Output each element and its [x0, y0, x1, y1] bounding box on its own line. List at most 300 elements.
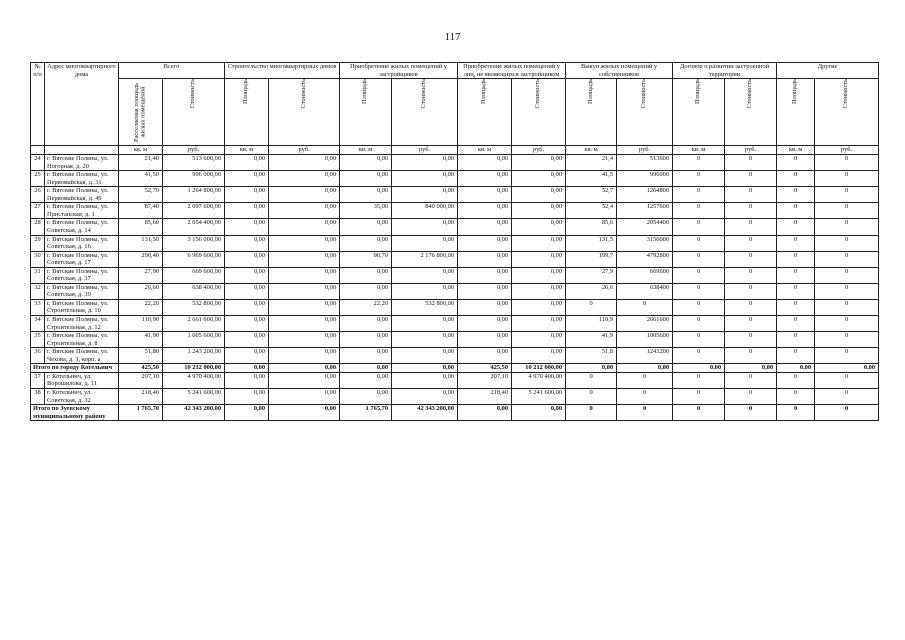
value-cell: 0 — [725, 171, 777, 187]
value-cell: 0,00 — [269, 316, 340, 332]
value-cell: 0 — [566, 388, 617, 404]
row-number: 25 — [31, 171, 45, 187]
value-cell: 0,00 — [269, 283, 340, 299]
value-cell: 669600 — [617, 267, 673, 283]
value-cell: 0 — [777, 388, 815, 404]
value-cell: 0,00 — [340, 219, 392, 235]
value-cell: 0,00 — [512, 187, 566, 203]
value-cell: 996 000,00 — [163, 171, 225, 187]
value-cell: 0,00 — [392, 388, 458, 404]
unit-label: кв. м — [566, 146, 617, 155]
value-cell: 0 — [815, 405, 879, 421]
value-cell: 218,40 — [119, 388, 163, 404]
value-cell: 5 241 600,00 — [512, 388, 566, 404]
total-label: Итого по городу Котельнич — [31, 364, 119, 373]
value-cell: 0 — [815, 251, 879, 267]
row-number: 34 — [31, 316, 45, 332]
value-cell: 41,50 — [119, 171, 163, 187]
value-cell: 0 — [725, 283, 777, 299]
address-cell: г. Котельнич, ул. Советская, д. 32 — [45, 388, 119, 404]
value-cell: 0,00 — [725, 364, 777, 373]
value-cell: 0,00 — [225, 316, 269, 332]
value-cell: 840 000,00 — [392, 203, 458, 219]
value-cell: 513 600,00 — [163, 155, 225, 171]
value-cell: 0 — [617, 372, 673, 388]
table-row — [31, 187, 879, 203]
row-number: 29 — [31, 235, 45, 251]
value-cell: 0 — [777, 316, 815, 332]
address-cell: г. Вятские Поляны, ул. Пристанская, д. 1 — [45, 203, 119, 219]
value-cell: 996000 — [617, 171, 673, 187]
value-cell: 207,10 — [458, 372, 512, 388]
value-cell: 0 — [673, 372, 725, 388]
value-cell: 0,00 — [269, 267, 340, 283]
value-cell: 0,00 — [458, 251, 512, 267]
unit-label: кв. м — [340, 146, 392, 155]
value-cell: 0,00 — [392, 235, 458, 251]
value-cell: 52,7 — [566, 187, 617, 203]
value-cell: 290,40 — [119, 251, 163, 267]
total-row — [31, 364, 879, 373]
value-cell: 0,00 — [269, 364, 340, 373]
value-cell: 0,00 — [225, 299, 269, 315]
unit-label: руб. — [815, 146, 879, 155]
value-cell: 0 — [725, 203, 777, 219]
value-cell: 425,50 — [119, 364, 163, 373]
value-cell: 0,00 — [269, 405, 340, 421]
table-row — [31, 372, 879, 388]
group-header: Другие — [777, 63, 879, 79]
value-cell: 0,00 — [225, 364, 269, 373]
row-number: 36 — [31, 348, 45, 364]
sub-header: Площадь — [673, 79, 725, 146]
value-cell: 0 — [673, 155, 725, 171]
value-cell: 1005600 — [617, 332, 673, 348]
row-number: 33 — [31, 299, 45, 315]
value-cell: 0,00 — [225, 235, 269, 251]
value-cell: 532 800,00 — [392, 299, 458, 315]
value-cell: 0,00 — [269, 388, 340, 404]
value-cell: 0,00 — [392, 372, 458, 388]
value-cell: 0 — [725, 235, 777, 251]
value-cell: 0 — [566, 372, 617, 388]
value-cell: 0,00 — [512, 299, 566, 315]
value-cell: 0 — [815, 187, 879, 203]
value-cell: 0,00 — [340, 171, 392, 187]
unit-label: кв. м — [777, 146, 815, 155]
value-cell: 0 — [815, 219, 879, 235]
value-cell: 42 343 200,00 — [392, 405, 458, 421]
value-cell: 0 — [725, 332, 777, 348]
row-number: 24 — [31, 155, 45, 171]
value-cell: 42 343 200,00 — [163, 405, 225, 421]
value-cell: 52,70 — [119, 187, 163, 203]
value-cell: 0,00 — [392, 364, 458, 373]
group-header: Приобретение жилых помещений у лиц, не являющихся застройщиком — [458, 63, 566, 79]
group-header: Строительство многоквартирных домов — [225, 63, 340, 79]
value-cell: 0,00 — [340, 267, 392, 283]
value-cell: 0 — [815, 283, 879, 299]
value-cell: 1243200 — [617, 348, 673, 364]
value-cell: 207,10 — [119, 372, 163, 388]
units-spacer — [45, 146, 119, 155]
table-row — [31, 235, 879, 251]
value-cell: 41,90 — [119, 332, 163, 348]
value-cell: 0,00 — [512, 348, 566, 364]
unit-label: кв. м — [225, 146, 269, 155]
value-cell: 110,9 — [566, 316, 617, 332]
table-row — [31, 348, 879, 364]
value-cell: 0,00 — [340, 388, 392, 404]
value-cell: 2 054 400,00 — [163, 219, 225, 235]
value-cell: 218,40 — [458, 388, 512, 404]
value-cell: 0 — [777, 348, 815, 364]
value-cell: 0,00 — [512, 155, 566, 171]
value-cell: 85,6 — [566, 219, 617, 235]
value-cell: 0,00 — [269, 332, 340, 348]
value-cell: 0 — [777, 219, 815, 235]
value-cell: 0,00 — [269, 235, 340, 251]
value-cell: 110,90 — [119, 316, 163, 332]
value-cell: 0 — [725, 388, 777, 404]
value-cell: 0,00 — [225, 251, 269, 267]
address-cell: г. Вятские Поляны, ул. Ногорная, д. 20 — [45, 155, 119, 171]
row-number: 32 — [31, 283, 45, 299]
value-cell: 2661600 — [617, 316, 673, 332]
value-cell: 0,00 — [512, 405, 566, 421]
value-cell: 1 243 200,00 — [163, 348, 225, 364]
value-cell: 0,00 — [269, 155, 340, 171]
value-cell: 0 — [566, 299, 617, 315]
value-cell: 0,00 — [225, 332, 269, 348]
value-cell: 0,00 — [392, 171, 458, 187]
value-cell: 0 — [673, 405, 725, 421]
value-cell: 51,80 — [119, 348, 163, 364]
address-cell: г. Вятские Поляны, ул. Советская, д. 39 — [45, 283, 119, 299]
value-cell: 0 — [777, 267, 815, 283]
value-cell: 0 — [777, 155, 815, 171]
value-cell: 10 212 000,00 — [512, 364, 566, 373]
value-cell: 0 — [673, 219, 725, 235]
value-cell: 1264800 — [617, 187, 673, 203]
value-cell: 0 — [617, 388, 673, 404]
value-cell: 10 212 000,00 — [163, 364, 225, 373]
value-cell: 0,00 — [458, 155, 512, 171]
value-cell: 0,00 — [269, 187, 340, 203]
sub-header: Площадь — [225, 79, 269, 146]
value-cell: 131,50 — [119, 235, 163, 251]
value-cell: 0 — [815, 316, 879, 332]
value-cell: 0,00 — [269, 372, 340, 388]
row-number: 28 — [31, 219, 45, 235]
sub-header: Стоимость — [269, 79, 340, 146]
value-cell: 2054400 — [617, 219, 673, 235]
value-cell: 0,00 — [269, 203, 340, 219]
value-cell: 22,20 — [119, 299, 163, 315]
value-cell: 0,00 — [392, 348, 458, 364]
value-cell: 0 — [815, 299, 879, 315]
value-cell: 0,00 — [512, 171, 566, 187]
value-cell: 0,00 — [269, 171, 340, 187]
value-cell: 0 — [777, 235, 815, 251]
value-cell: 4792800 — [617, 251, 673, 267]
value-cell: 3156000 — [617, 235, 673, 251]
value-cell: 27,9 — [566, 267, 617, 283]
value-cell: 0,00 — [458, 332, 512, 348]
value-cell: 1 765,70 — [340, 405, 392, 421]
value-cell: 0,00 — [458, 171, 512, 187]
value-cell: 0 — [673, 251, 725, 267]
value-cell: 0 — [673, 283, 725, 299]
value-cell: 0 — [673, 299, 725, 315]
value-cell: 0 — [725, 372, 777, 388]
value-cell: 638 400,00 — [163, 283, 225, 299]
group-header: Всего — [119, 63, 225, 79]
value-cell: 2 176 800,00 — [392, 251, 458, 267]
value-cell: 0,00 — [225, 405, 269, 421]
value-cell: 0,00 — [566, 364, 617, 373]
value-cell: 0 — [815, 348, 879, 364]
unit-label: кв. м — [673, 146, 725, 155]
value-cell: 0,00 — [340, 155, 392, 171]
address-cell: г. Котельнич, ул. Ворошилова, д. 11 — [45, 372, 119, 388]
value-cell: 0 — [815, 155, 879, 171]
value-cell: 85,60 — [119, 219, 163, 235]
value-cell: 51,8 — [566, 348, 617, 364]
sub-header: Стоимость — [163, 79, 225, 146]
row-number: 37 — [31, 372, 45, 388]
row-number: 27 — [31, 203, 45, 219]
value-cell: 0 — [777, 283, 815, 299]
value-cell: 513600 — [617, 155, 673, 171]
value-cell: 0 — [673, 235, 725, 251]
value-cell: 0,00 — [815, 364, 879, 373]
table-row — [31, 251, 879, 267]
value-cell: 532 800,00 — [163, 299, 225, 315]
value-cell: 0 — [777, 299, 815, 315]
value-cell: 6 969 600,00 — [163, 251, 225, 267]
value-cell: 41,5 — [566, 171, 617, 187]
value-cell: 0,00 — [512, 332, 566, 348]
value-cell: 131,5 — [566, 235, 617, 251]
sub-header: Площадь — [777, 79, 815, 146]
address-cell: г. Вятские Поляны, ул. Строительная, д. 8 — [45, 332, 119, 348]
value-cell: 0 — [815, 171, 879, 187]
value-cell: 0 — [673, 171, 725, 187]
row-number: 30 — [31, 251, 45, 267]
value-cell: 0,00 — [225, 219, 269, 235]
value-cell: 0,00 — [458, 203, 512, 219]
value-cell: 0 — [777, 372, 815, 388]
group-header: Выкуп жилых помещений у собственников — [566, 63, 673, 79]
value-cell: 0 — [673, 187, 725, 203]
value-cell: 0,00 — [269, 299, 340, 315]
value-cell: 0 — [725, 348, 777, 364]
value-cell: 0,00 — [392, 316, 458, 332]
col-header-address: Адрес многоквартирного дома — [45, 63, 119, 146]
table-row — [31, 299, 879, 315]
value-cell: 199,7 — [566, 251, 617, 267]
value-cell: 0,00 — [340, 316, 392, 332]
value-cell: 0,00 — [458, 235, 512, 251]
group-header: Договор о развитии застроенной территории — [673, 63, 777, 79]
row-number: 31 — [31, 267, 45, 283]
value-cell: 0,00 — [225, 348, 269, 364]
table-row — [31, 219, 879, 235]
value-cell: 0,00 — [512, 219, 566, 235]
value-cell: 0,00 — [458, 405, 512, 421]
value-cell: 0 — [725, 187, 777, 203]
value-cell: 0,00 — [512, 235, 566, 251]
value-cell: 0,00 — [512, 316, 566, 332]
value-cell: 2 097 600,00 — [163, 203, 225, 219]
value-cell: 0 — [815, 332, 879, 348]
value-cell: 0 — [725, 299, 777, 315]
value-cell: 0 — [725, 405, 777, 421]
value-cell: 0 — [815, 235, 879, 251]
value-cell: 0 — [725, 316, 777, 332]
value-cell: 1 005 600,00 — [163, 332, 225, 348]
sub-header: Площадь — [458, 79, 512, 146]
value-cell: 52,4 — [566, 203, 617, 219]
value-cell: 0,00 — [392, 219, 458, 235]
value-cell: 0,00 — [392, 187, 458, 203]
sub-header: Стоимость — [815, 79, 879, 146]
unit-label: руб. — [617, 146, 673, 155]
value-cell: 638400 — [617, 283, 673, 299]
value-cell: 0,00 — [512, 251, 566, 267]
value-cell: 0 — [617, 405, 673, 421]
col-header-num: № п/п — [31, 63, 45, 146]
sub-header: Площадь — [566, 79, 617, 146]
value-cell: 4 970 400,00 — [512, 372, 566, 388]
value-cell: 0 — [673, 203, 725, 219]
value-cell: 0,00 — [392, 155, 458, 171]
value-cell: 0,00 — [673, 364, 725, 373]
value-cell: 0,00 — [340, 283, 392, 299]
address-cell: г. Вятские Поляны, ул. Советская, д. 14 — [45, 219, 119, 235]
address-cell: г. Вятские Поляны, ул. Строительная, д. 10 — [45, 299, 119, 315]
value-cell: 0 — [815, 388, 879, 404]
value-cell: 0,00 — [225, 171, 269, 187]
total-row — [31, 405, 879, 421]
value-cell: 35,00 — [340, 203, 392, 219]
value-cell: 3 156 000,00 — [163, 235, 225, 251]
value-cell: 0,00 — [458, 283, 512, 299]
value-cell: 0,00 — [269, 348, 340, 364]
total-label: Итого по Зуевскому муниципальному району — [31, 405, 119, 421]
value-cell: 0 — [673, 332, 725, 348]
value-cell: 0 — [725, 219, 777, 235]
value-cell: 0 — [777, 405, 815, 421]
value-cell: 41,9 — [566, 332, 617, 348]
unit-label: руб. — [512, 146, 566, 155]
value-cell: 0,00 — [458, 219, 512, 235]
value-cell: 0,00 — [225, 372, 269, 388]
address-cell: г. Вятские Поляны, ул. Строительная, д. 12 — [45, 316, 119, 332]
unit-label: руб. — [269, 146, 340, 155]
value-cell: 4 970 400,00 — [163, 372, 225, 388]
value-cell: 0,00 — [225, 203, 269, 219]
value-cell: 0,00 — [392, 267, 458, 283]
value-cell: 0 — [777, 171, 815, 187]
unit-label: кв. м — [458, 146, 512, 155]
value-cell: 0,00 — [340, 187, 392, 203]
value-cell: 0,00 — [225, 267, 269, 283]
address-cell: г. Вятские Поляны, ул. Чехова, д. 1, корп. а — [45, 348, 119, 364]
value-cell: 0 — [673, 388, 725, 404]
value-cell: 0,00 — [512, 283, 566, 299]
value-cell: 22,20 — [340, 299, 392, 315]
value-cell: 0,00 — [225, 155, 269, 171]
value-cell: 0,00 — [225, 283, 269, 299]
value-cell: 425,50 — [458, 364, 512, 373]
value-cell: 0 — [815, 372, 879, 388]
value-cell: 27,90 — [119, 267, 163, 283]
value-cell: 0 — [673, 348, 725, 364]
value-cell: 0,00 — [340, 235, 392, 251]
value-cell: 669 600,00 — [163, 267, 225, 283]
value-cell: 0,00 — [458, 187, 512, 203]
value-cell: 0 — [777, 251, 815, 267]
value-cell: 5 241 600,00 — [163, 388, 225, 404]
table-row — [31, 203, 879, 219]
page-number: 117 — [444, 31, 461, 43]
value-cell: 0,00 — [269, 251, 340, 267]
sub-header: Расселяемая площадь жилых помещений — [119, 79, 163, 146]
value-cell: 26,6 — [566, 283, 617, 299]
value-cell: 87,40 — [119, 203, 163, 219]
value-cell: 0 — [777, 332, 815, 348]
sub-header: Площадь — [340, 79, 392, 146]
unit-label: руб. — [725, 146, 777, 155]
resettlement-table — [30, 62, 879, 421]
address-cell: г. Вятские Поляны, ул. Советская, д. 16 — [45, 235, 119, 251]
value-cell: 0,00 — [458, 316, 512, 332]
value-cell: 0 — [673, 316, 725, 332]
table-row — [31, 388, 879, 404]
value-cell: 0,00 — [458, 299, 512, 315]
value-cell: 21,4 — [566, 155, 617, 171]
group-header: Приобретение жилых помещений у застройщиков — [340, 63, 458, 79]
unit-label: руб. — [163, 146, 225, 155]
table-row — [31, 316, 879, 332]
value-cell: 0,00 — [392, 332, 458, 348]
value-cell: 0 — [815, 203, 879, 219]
table-row — [31, 155, 879, 171]
sub-header: Стоимость — [512, 79, 566, 146]
value-cell: 2 661 600,00 — [163, 316, 225, 332]
value-cell: 0,00 — [269, 219, 340, 235]
table-row — [31, 283, 879, 299]
address-cell: г. Вятские Поляны, ул. Советская, д. 17 — [45, 251, 119, 267]
value-cell: 0 — [815, 267, 879, 283]
address-cell: г. Вятские Поляны, ул. Первомайская, д. 49 — [45, 187, 119, 203]
value-cell: 0 — [777, 203, 815, 219]
value-cell: 0,00 — [225, 388, 269, 404]
value-cell: 0 — [673, 267, 725, 283]
table-row — [31, 171, 879, 187]
unit-label: кв. м — [119, 146, 163, 155]
value-cell: 1 765,70 — [119, 405, 163, 421]
unit-label: руб. — [392, 146, 458, 155]
value-cell: 0,00 — [340, 348, 392, 364]
sub-header: Стоимость — [725, 79, 777, 146]
value-cell: 0,00 — [458, 267, 512, 283]
value-cell: 0 — [566, 405, 617, 421]
row-number: 38 — [31, 388, 45, 404]
table-row — [31, 267, 879, 283]
